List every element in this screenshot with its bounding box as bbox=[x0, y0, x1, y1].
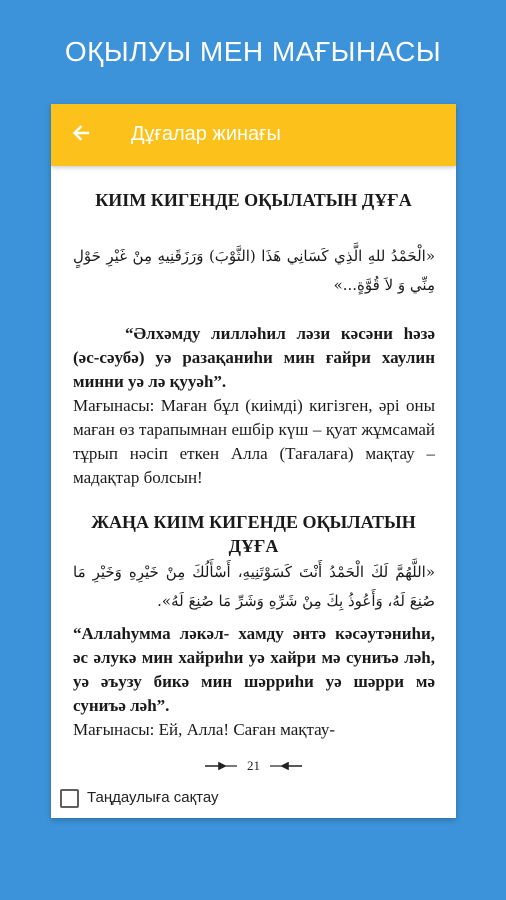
save-to-favorites-checkbox[interactable] bbox=[60, 789, 79, 808]
arabic-text: «الْحَمْدُ للهِ الَّذِي كَسَانِي هَذَا (الثَّوْبَ) وَرَزَقَنِيهِ مِنْ غَيْرِ حَوْلٍ مِنِّي وَ لاَ قُوَّةٍ...» bbox=[73, 247, 435, 294]
section-heading: ЖАҢА КИІМ КИГЕНДЕ ОҚЫЛАТЫН ДҰҒА bbox=[91, 512, 416, 556]
promo-headline: ОҚЫЛУЫ МЕН МАҒЫНАСЫ bbox=[64, 36, 442, 67]
transliteration-text: “Әлхәмду лилләһил ләзи кәсәни һәзә (әс-сәубә) уә разақаниһи мин ғайри хаулин минни уә лә қууәһ”. bbox=[73, 324, 435, 391]
section-heading: КИІМ КИГЕНДЕ ОҚЫЛАТЫН ДҰҒА bbox=[95, 190, 412, 210]
back-button[interactable] bbox=[65, 119, 97, 151]
transliteration-text: “Аллаһумма ләкәл- хамду әнтә кәсәутәниһи, әс әлукә мин хайриһи уә хайри мә суниъә ләһ, уә әъузу бикә мин шәрриһи уә шәрри мә суниъә ләһ”. bbox=[73, 624, 435, 715]
favorites-footer bbox=[51, 784, 456, 818]
ornament-right-icon bbox=[268, 758, 302, 774]
page-number-footer bbox=[51, 758, 456, 774]
arabic-text: «اللَّهُمَّ لَكَ الْحَمْدُ أَنْتَ كَسَوْتَنِيهِ، أَسْأَلُكَ مِنْ خَيْرِهِ وَخَيْرِ مَا صُنِعَ لَهُ، وَأَعُوذُ بِكَ مِنْ شَرِّهِ وَشَرِّ مَا صُنِعَ لَهُ». bbox=[73, 563, 435, 610]
app-bar-title: Дұғалар жинағы bbox=[131, 123, 281, 145]
ornament-left-icon bbox=[205, 758, 239, 774]
app-screen bbox=[51, 104, 456, 818]
prayer-page bbox=[51, 166, 456, 773]
app-bar bbox=[51, 104, 456, 166]
arrow-left-icon bbox=[71, 123, 91, 147]
meaning-text: Мағынасы: Маған бұл (киімді) кигізген, әрі оны маған өз тарапымнан ешбір күш – қуат жұмсамай тұрып нәсіп еткен Алла (Тағалаға) мақтау – мадақтар болсын! bbox=[73, 396, 435, 487]
meaning-text: Мағынасы: Ей, Алла! Саған мақтау- bbox=[73, 720, 335, 739]
page-number: 21 bbox=[247, 758, 260, 773]
save-to-favorites-label[interactable]: Таңдаулыға сақтау bbox=[87, 789, 219, 806]
